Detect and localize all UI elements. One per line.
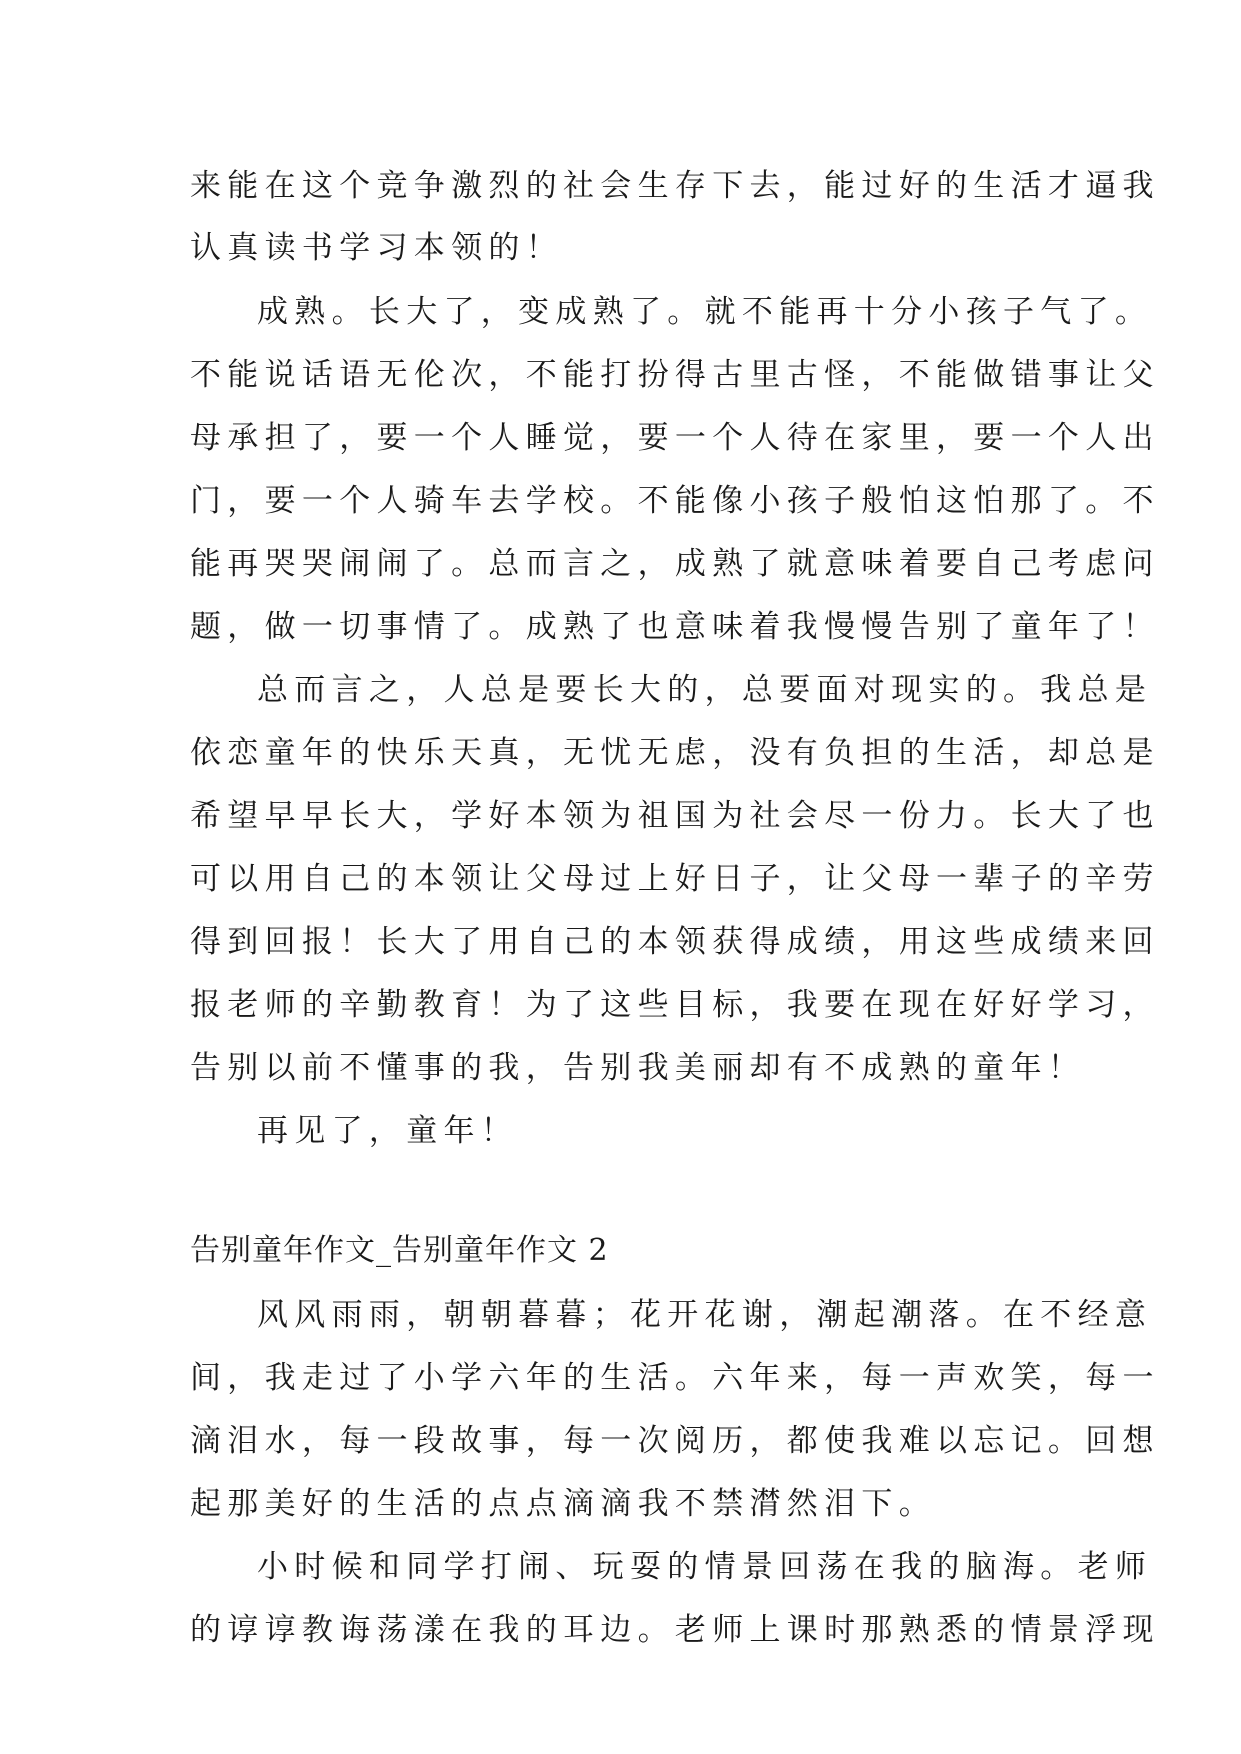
- text-line: 得到回报！长大了用自己的本领获得成绩，用这些成绩来回: [190, 924, 1160, 960]
- text-line: 滴泪水，每一段故事，每一次阅历，都使我难以忘记。回想: [190, 1423, 1160, 1459]
- paragraph-first-line: 风风雨雨，朝朝暮暮；花开花谢，潮起潮落。在不经意: [257, 1297, 1153, 1333]
- text-line: 不能说话语无伦次，不能打扮得古里古怪，不能做错事让父: [190, 357, 1160, 393]
- text-line: 母承担了，要一个人睡觉，要一个人待在家里，要一个人出: [190, 420, 1160, 456]
- text-line: 的谆谆教诲荡漾在我的耳边。老师上课时那熟悉的情景浮现: [190, 1612, 1160, 1648]
- text-line: 题，做一切事情了。成熟了也意味着我慢慢告别了童年了！: [190, 609, 1160, 645]
- text-line: 间，我走过了小学六年的生活。六年来，每一声欢笑，每一: [190, 1360, 1160, 1396]
- text-line: 可以用自己的本领让父母过上好日子，让父母一辈子的辛劳: [190, 861, 1160, 897]
- text-line: 门，要一个人骑车去学校。不能像小孩子般怕这怕那了。不: [190, 483, 1160, 519]
- section-heading: 告别童年作文_告别童年作文 2: [190, 1233, 609, 1268]
- text-line: 依恋童年的快乐天真，无忧无虑，没有负担的生活，却总是: [190, 735, 1160, 771]
- text-line: 能再哭哭闹闹了。总而言之，成熟了就意味着要自己考虑问: [190, 546, 1160, 582]
- text-line: 报老师的辛勤教育！为了这些目标，我要在现在好好学习，: [190, 987, 1160, 1023]
- text-line: 认真读书学习本领的！: [190, 230, 563, 266]
- paragraph-first-line: 总而言之，人总是要长大的，总要面对现实的。我总是: [257, 672, 1153, 708]
- paragraph-first-line: 小时候和同学打闹、玩耍的情景回荡在我的脑海。老师: [257, 1549, 1153, 1585]
- paragraph-first-line: 成熟。长大了，变成熟了。就不能再十分小孩子气了。: [257, 294, 1153, 330]
- paragraph-first-line: 再见了，童年！: [257, 1113, 519, 1149]
- text-line: 告别以前不懂事的我，告别我美丽却有不成熟的童年！: [190, 1050, 1086, 1086]
- text-line: 来能在这个竞争激烈的社会生存下去，能过好的生活才逼我: [190, 168, 1160, 204]
- text-line: 起那美好的生活的点点滴滴我不禁潸然泪下。: [190, 1486, 936, 1522]
- text-line: 希望早早长大，学好本领为祖国为社会尽一份力。长大了也: [190, 798, 1160, 834]
